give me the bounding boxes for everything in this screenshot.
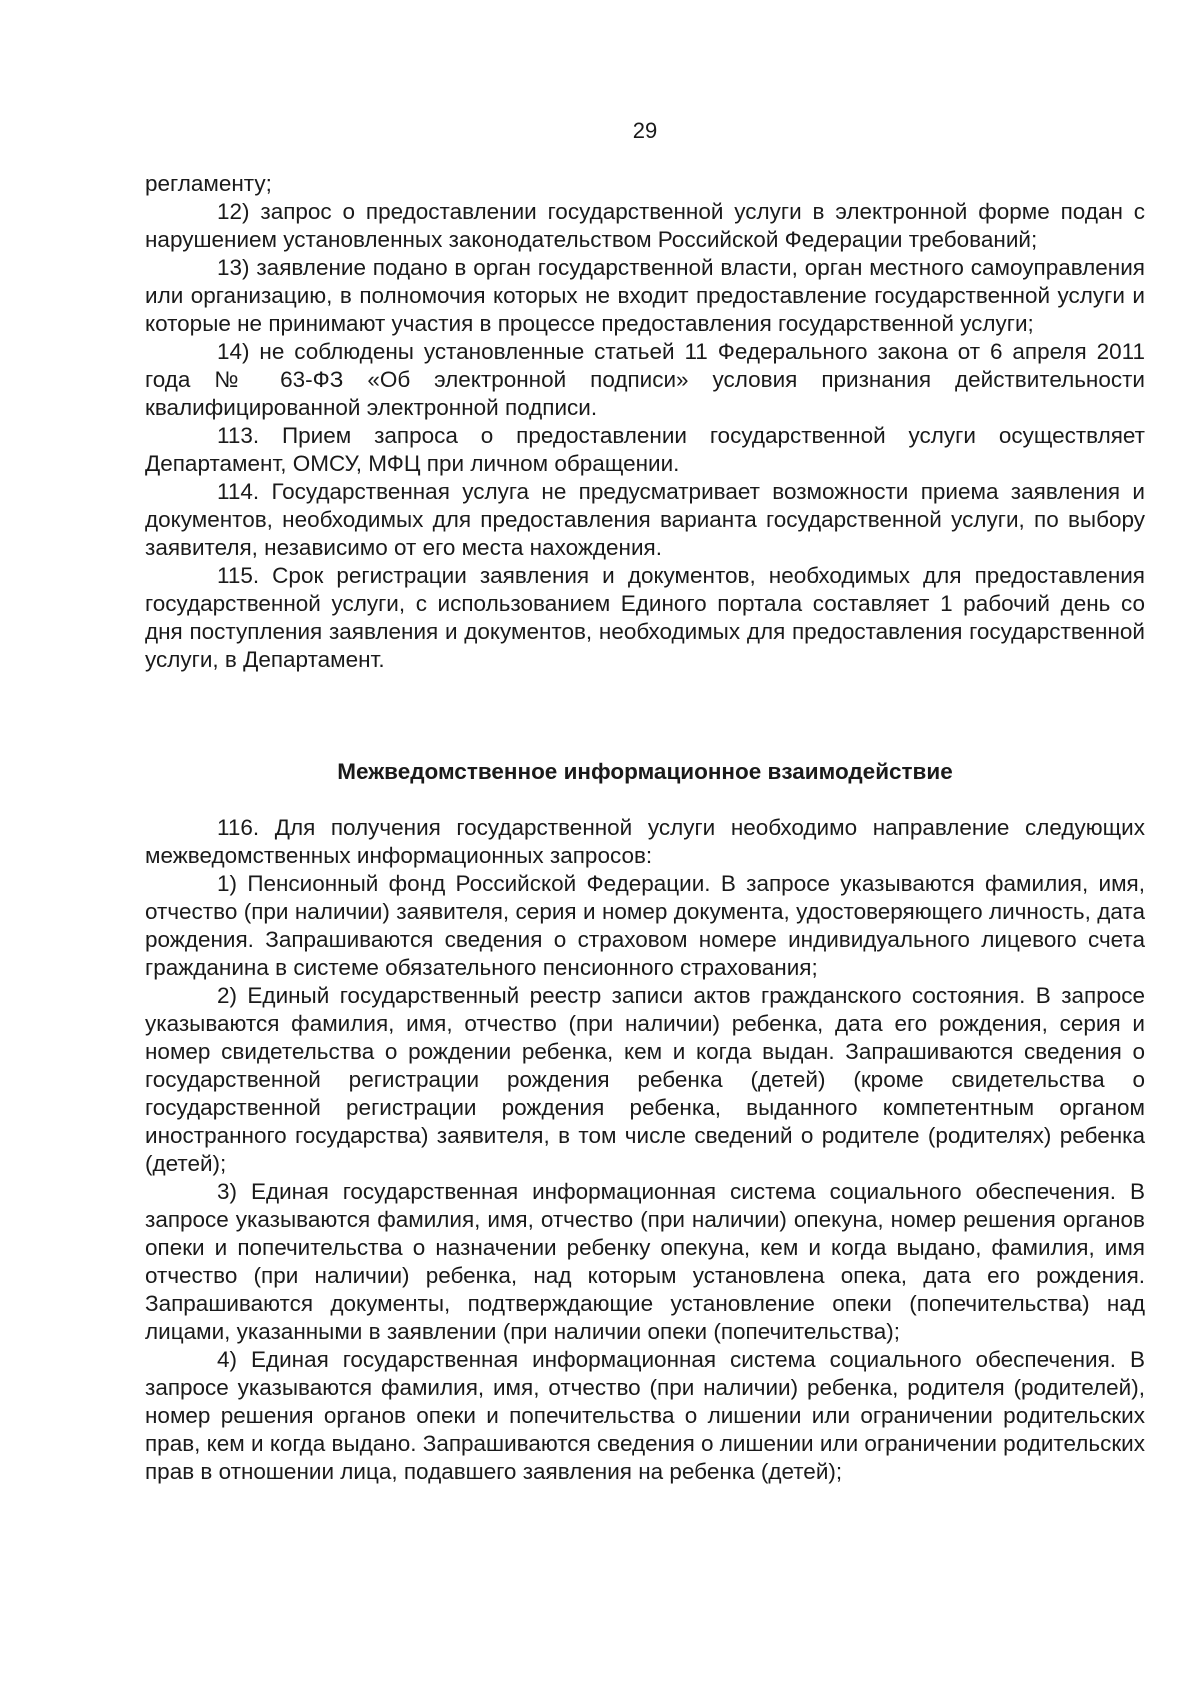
paragraph: 14) не соблюдены установленные статьей 11 Федерального закона от 6 апреля 2011 года № 63-ФЗ «Об электронной подписи» условия признания действительности квалифицированной электронной подписи. [145, 339, 1145, 420]
paragraph: 113. Прием запроса о предоставлении государственной услуги осуществляет Департамент, ОМСУ, МФЦ при личном обращении. [145, 423, 1145, 476]
paragraph: 115. Срок регистрации заявления и документов, необходимых для предоставления государственной услуги, с использованием Единого портала составляет 1 рабочий день со дня поступления заявления и документов, необходимых для предоставления государственной услуги, в Департамент. [145, 563, 1145, 672]
paragraph: 116. Для получения государственной услуги необходимо направление следующих межведомственных информационных запросов: [145, 815, 1145, 868]
paragraph: регламенту; [145, 171, 272, 196]
section-heading: Межведомственное информационное взаимодействие [337, 759, 953, 784]
text-block-bottom [145, 814, 1145, 1486]
text-block-top [145, 170, 1145, 674]
paragraph: 1) Пенсионный фонд Российской Федерации. В запросе указываются фамилия, имя, отчество (при наличии) заявителя, серия и номер документа, удостоверяющего личность, дата рождения. Запрашиваются сведения о страховом номере индивидуального лицевого счета гражданина в системе обязательного пенсионного страхования; [145, 871, 1145, 980]
paragraph: 114. Государственная услуга не предусматривает возможности приема заявления и документов, необходимых для предоставления варианта государственной услуги, по выбору заявителя, независимо от его места нахождения. [145, 479, 1145, 560]
paragraph: 13) заявление подано в орган государственной власти, орган местного самоуправления или организацию, в полномочия которых не входит предоставление государственной услуги и которые не принимают участия в процессе предоставления государственной услуги; [145, 255, 1145, 336]
paragraph: 2) Единый государственный реестр записи актов гражданского состояния. В запросе указываются фамилия, имя, отчество (при наличии) ребенка, дата его рождения, серия и номер свидетельства о рождении ребенка, кем и когда выдан. Запрашиваются сведения о государственной регистрации рождения ребенка (детей) (кроме свидетельства о государственной регистрации рождения ребенка, выданного компетентным органом иностранного государства) заявителя, в том числе сведений о родителе (родителях) ребенка (детей); [145, 983, 1145, 1176]
paragraph: 3) Единая государственная информационная система социального обеспечения. В запросе указываются фамилия, имя, отчество (при наличии) опекуна, номер решения органов опеки и попечительства о назначении ребенку опекуна, кем и когда выдано, фамилия, имя отчество (при наличии) ребенка, над которым установлена опека, дата его рождения. Запрашиваются документы, подтверждающие установление опеки (попечительства) над лицами, указанными в заявлении (при наличии опеки (попечительства); [145, 1179, 1145, 1344]
paragraph: 4) Единая государственная информационная система социального обеспечения. В запросе указываются фамилия, имя, отчество (при наличии) ребенка, родителя (родителей), номер решения органов опеки и попечительства о лишении или ограничении родительских прав, кем и когда выдано. Запрашиваются сведения о лишении или ограничении родительских прав в отношении лица, подавшего заявления на ребенка (детей); [145, 1347, 1145, 1484]
page-number: 29 [632, 118, 658, 143]
paragraph: 12) запрос о предоставлении государственной услуги в электронной форме подан с нарушением установленных законодательством Российской Федерации требований; [145, 199, 1145, 252]
